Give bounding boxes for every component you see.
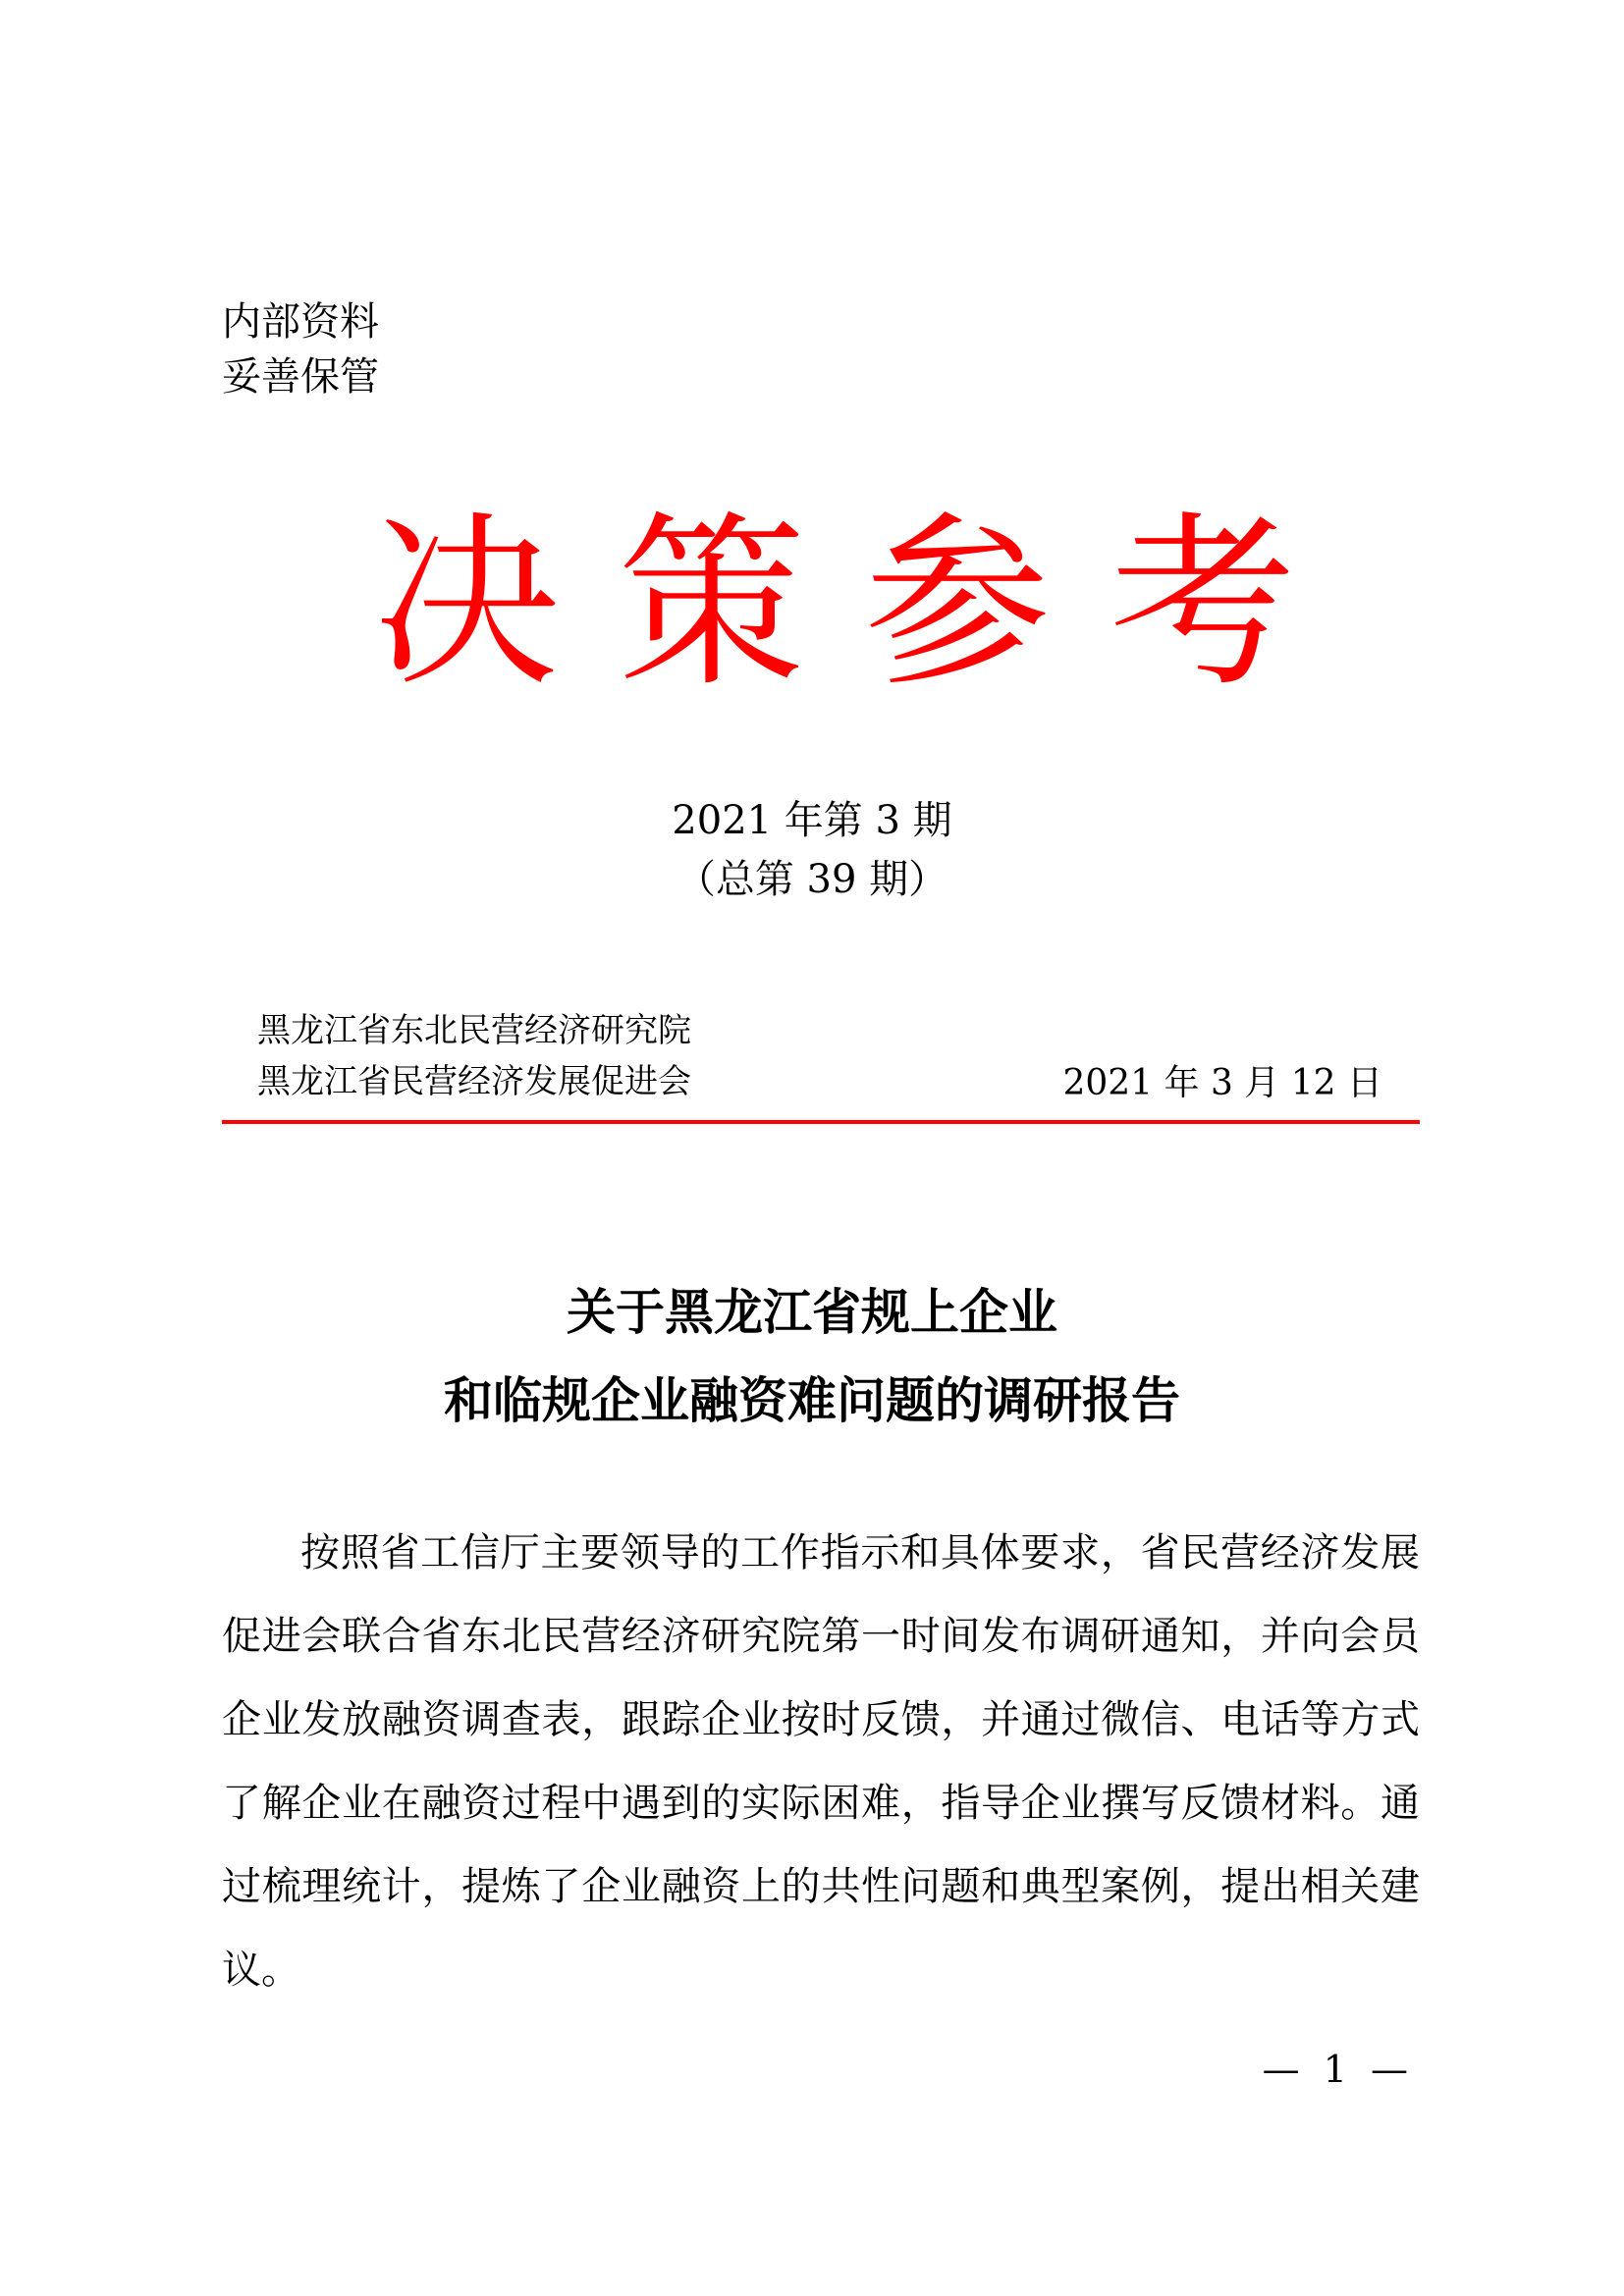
masthead-title	[373, 496, 1296, 712]
publisher-research-institute: 黑龙江省东北民营经济研究院	[257, 1011, 691, 1050]
issue-number: 2021 年第 3 期	[672, 798, 952, 843]
classification-internal: 内部资料	[222, 299, 379, 345]
page-number: — 1 —	[1262, 2048, 1414, 2091]
report-intro-paragraph: 按照省工信厅主要领导的工作指示和具体要求，省民营经济发展促进会联合省东北民营经济研究院第一时间发布调研通知，并向会员企业发放融资调查表，跟踪企业按时反馈，并通过微信、电话等方式了解企业在融资过程中遇到的实际困难，指导企业撰写反馈材料。通过梳理统计，提炼了企业融资上的共性问题和典型案例，提出相关建议。	[222, 1530, 1420, 1993]
masthead-char-1: 决	[373, 495, 561, 712]
publication-date: 2021 年 3 月 12 日	[1062, 1063, 1382, 1103]
publisher-block	[257, 1005, 691, 1107]
classification-block	[222, 294, 379, 404]
issue-total-number: （总第 39 期）	[676, 857, 948, 902]
masthead-char-3: 参	[863, 495, 1051, 712]
masthead-char-4: 考	[1109, 495, 1296, 712]
publisher-promotion-association: 黑龙江省民营经济发展促进会	[257, 1062, 691, 1101]
report-title-line-1: 关于黑龙江省规上企业	[567, 1284, 1057, 1341]
report-title	[0, 1268, 1624, 1445]
red-divider-rule	[222, 1120, 1420, 1124]
masthead-char-2: 策	[618, 495, 805, 712]
classification-keep-safe: 妥善保管	[222, 354, 379, 400]
report-title-line-2: 和临规企业融资难问题的调研报告	[444, 1372, 1180, 1429]
